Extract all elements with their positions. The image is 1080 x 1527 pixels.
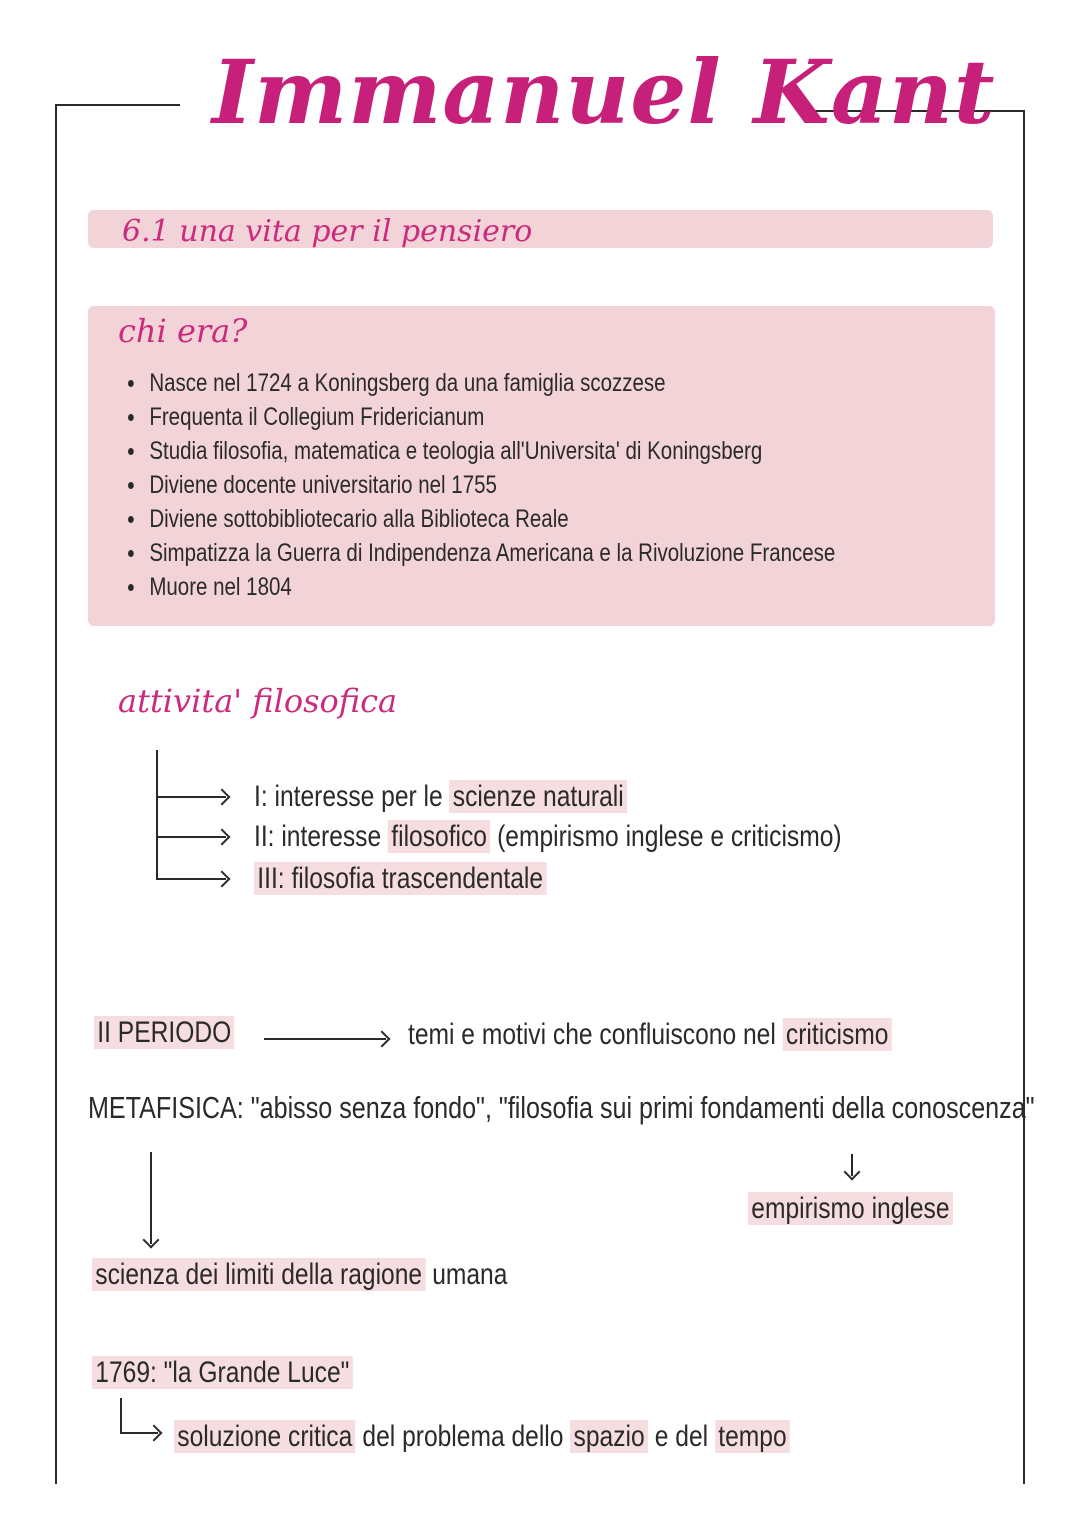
second-period-arrow: [264, 1038, 386, 1040]
scienza-limiti: scienza dei limiti della ragione umana: [92, 1258, 507, 1292]
chi-era-list: [128, 366, 991, 604]
metafisica-definition: METAFISICA: "abisso senza fondo", "filosofia sui primi fondamenti della conoscenza": [88, 1090, 1035, 1125]
tree-vertical-line: [156, 750, 158, 880]
grande-luce-elbow-arrow: [120, 1432, 158, 1434]
period-3: III: filosofia trascendentale: [254, 862, 546, 896]
list-item: Nasce nel 1724 a Koningsberg da una famiglia scozzese: [128, 366, 835, 400]
frame-top-left-line: [55, 104, 180, 106]
frame-right-line: [1023, 110, 1025, 1484]
list-item: Diviene docente universitario nel 1755: [128, 468, 835, 502]
period-2: II: interesse filosofico (empirismo inglese e criticismo): [254, 820, 842, 853]
page-title: Immanuel Kant: [212, 40, 996, 144]
list-item: Simpatizza la Guerra di Indipendenza Americana e la Rivoluzione Francese: [128, 536, 835, 570]
chi-era-heading: chi era?: [118, 312, 248, 350]
period-1: I: interesse per le scienze naturali: [254, 780, 627, 814]
tree-arrow-1: [156, 796, 226, 798]
tree-arrow-3: [156, 878, 226, 880]
second-period-label: II PERIODO: [94, 1016, 235, 1050]
metafisica-left-arrow: [150, 1152, 152, 1244]
grande-luce-label: 1769: "la Grande Luce": [92, 1356, 353, 1390]
empirismo-inglese: empirismo inglese: [748, 1192, 953, 1226]
section-heading: 6.1 una vita per il pensiero: [122, 214, 533, 249]
grande-luce-elbow-vertical: [120, 1398, 122, 1434]
list-item: Studia filosofia, matematica e teologia all'Universita' di Koningsberg: [128, 434, 835, 468]
tree-arrow-2: [156, 836, 226, 838]
list-item: Frequenta il Collegium Fridericianum: [128, 400, 835, 434]
list-item: Diviene sottobibliotecario alla Biblioteca Reale: [128, 502, 835, 536]
grande-luce-solution: soluzione critica del problema dello spazio e del tempo: [174, 1420, 790, 1454]
list-item: Muore nel 1804: [128, 570, 835, 604]
frame-left-line: [55, 104, 57, 1484]
second-period-text: temi e motivi che confluiscono nel criticismo: [408, 1018, 892, 1052]
attivita-heading: attivita' filosofica: [118, 682, 398, 720]
metafisica-right-arrow: [851, 1154, 853, 1176]
